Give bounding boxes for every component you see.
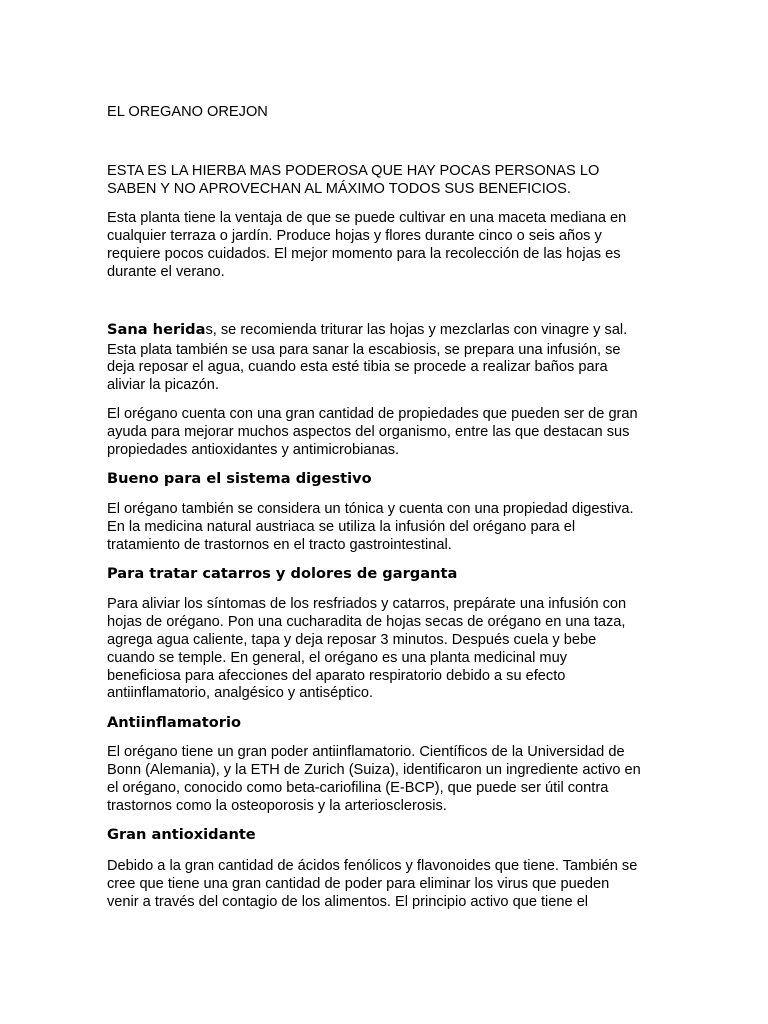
section-heading-antiinflamatorio: Antiinflamatorio xyxy=(107,714,242,731)
intro-paragraph-line: durante el verano. xyxy=(107,264,225,280)
section-line: cree que tiene una gran cantidad de poder para eliminar los virus que pueden xyxy=(107,876,610,892)
sana-heridas-bold-lead: Sana herida xyxy=(107,321,206,338)
section-line: hojas de orégano. Pon una cucharadita de hojas secas de orégano en una taza, xyxy=(107,614,626,630)
section-line: tratamiento de trastornos en el tracto gastrointestinal. xyxy=(107,537,452,553)
propiedades-line: El orégano cuenta con una gran cantidad de propiedades que pueden ser de gran xyxy=(107,406,638,422)
section-heading-catarros: Para tratar catarros y dolores de garganta xyxy=(107,565,458,582)
sana-heridas-line xyxy=(107,321,627,339)
section-line: antiinflamatorio, analgésico y antiséptico. xyxy=(107,685,374,701)
sana-heridas-line: deja reposar el agua, cuando esta esté tibia se procede a realizar baños para xyxy=(107,359,608,375)
section-line: Debido a la gran cantidad de ácidos fenólicos y flavonoides que tiene. También se xyxy=(107,858,638,874)
section-line: cuando se temple. En general, el orégano es una planta medicinal muy xyxy=(107,650,567,666)
propiedades-line: propiedades antioxidantes y antimicrobianas. xyxy=(107,442,400,458)
intro-heading-line: ESTA ES LA HIERBA MAS PODEROSA QUE HAY POCAS PERSONAS LO xyxy=(107,163,600,179)
section-heading-antioxidante: Gran antioxidante xyxy=(107,826,256,843)
sana-heridas-text: s, se recomienda triturar las hojas y mezclarlas con vinagre y sal. xyxy=(205,322,628,338)
section-line: venir a través del contagio de los alimentos. El principio activo que tiene el xyxy=(107,894,589,910)
intro-paragraph-line: Esta planta tiene la ventaja de que se puede cultivar en una maceta mediana en xyxy=(107,210,627,226)
intro-heading-line: SABEN Y NO APROVECHAN AL MÁXIMO TODOS SUS BENEFICIOS. xyxy=(107,181,571,197)
section-line: Bonn (Alemania), y la ETH de Zurich (Suiza), identificaron un ingrediente activo en xyxy=(107,762,641,778)
sana-heridas-line: aliviar la picazón. xyxy=(107,377,219,393)
section-line: agrega agua caliente, tapa y deja reposar 3 minutos. Después cuela y bebe xyxy=(107,632,597,648)
section-heading-digestivo: Bueno para el sistema digestivo xyxy=(107,470,372,487)
section-line: En la medicina natural austriaca se utiliza la infusión del orégano para el xyxy=(107,519,576,535)
section-line: Para aliviar los síntomas de los resfriados y catarros, prepárate una infusión con xyxy=(107,596,627,612)
section-line: El orégano tiene un gran poder antiinflamatorio. Científicos de la Universidad de xyxy=(107,744,625,760)
sana-heridas-line: Esta plata también se usa para sanar la escabiosis, se prepara una infusión, se xyxy=(107,342,621,358)
document-title: EL OREGANO OREJON xyxy=(107,104,268,120)
section-line: beneficiosa para afecciones del aparato respiratorio debido a su efecto xyxy=(107,668,566,684)
section-line: el orégano, conocido como beta-cariofilina (E-BCP), que puede ser útil contra xyxy=(107,780,609,796)
intro-paragraph-line: cualquier terraza o jardín. Produce hojas y flores durante cinco o seis años y xyxy=(107,228,602,244)
section-line: trastornos como la osteoporosis y la arteriosclerosis. xyxy=(107,798,447,814)
intro-paragraph-line: requiere pocos cuidados. El mejor momento para la recolección de las hojas es xyxy=(107,246,621,262)
propiedades-line: ayuda para mejorar muchos aspectos del organismo, entre las que destacan sus xyxy=(107,424,630,440)
section-line: El orégano también se considera un tónica y cuenta con una propiedad digestiva. xyxy=(107,501,634,517)
